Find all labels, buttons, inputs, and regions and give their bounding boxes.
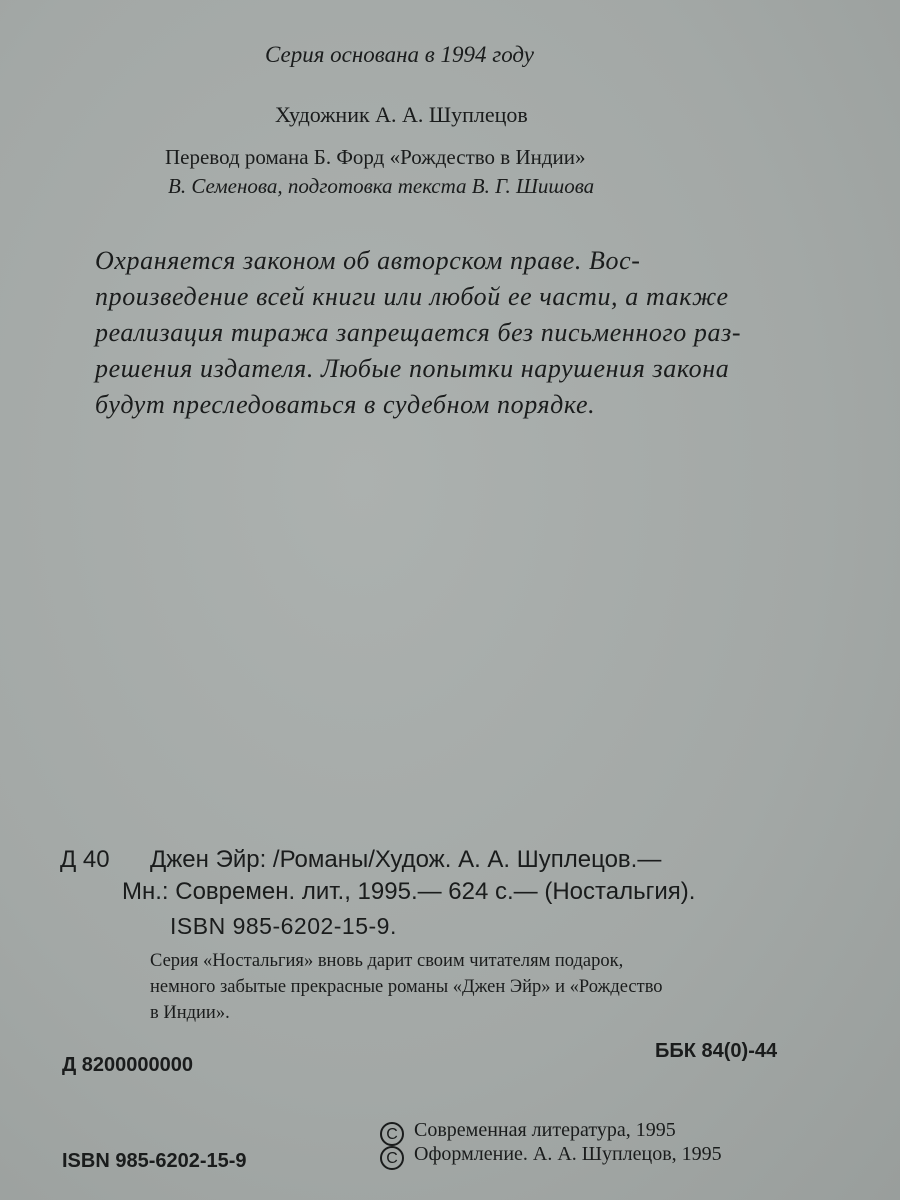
copyright-design xyxy=(380,1143,722,1170)
artist-credit: Художник А. А. Шуплецов xyxy=(275,102,528,127)
bbk-code: ББК 84(0)-44 xyxy=(655,1040,778,1062)
isbn-bottom: ISBN 985-6202-15-9 xyxy=(62,1150,247,1172)
annotation-line: Серия «Ностальгия» вновь дарит своим читателям подарок, xyxy=(150,951,624,971)
catalog-entry-line-1: Джен Эйр: /Романы/Худож. А. А. Шуплецов.— xyxy=(150,846,662,873)
translation-credit-line-2: В. Семенова, подготовка текста В. Г. Шишова xyxy=(168,174,595,198)
copyright-notice-line: Охраняется законом об авторском праве. Вос- xyxy=(95,246,641,275)
copyright-publisher xyxy=(380,1119,676,1146)
copyright-icon: C xyxy=(380,1146,404,1170)
annotation-line: немного забытые прекрасные романы «Джен Эйр» и «Рождество xyxy=(150,977,663,997)
copyright-notice-line: произведение всей книги или любой ее части, а также xyxy=(95,282,729,311)
copyright-icon: C xyxy=(380,1122,404,1146)
copyright-publisher-text: Современная литература, 1995 xyxy=(414,1119,676,1141)
d-code: Д 8200000000 xyxy=(62,1054,194,1076)
annotation-line: в Индии». xyxy=(150,1003,230,1023)
copyright-notice-line: решения издателя. Любые попытки нарушения закона xyxy=(95,354,730,383)
catalog-entry-line-2: Мн.: Современ. лит., 1995.— 624 с.— (Ностальгия). xyxy=(122,878,696,905)
copyright-notice-line: реализация тиража запрещается без письменного раз- xyxy=(95,318,742,347)
series-founded: Серия основана в 1994 году xyxy=(265,42,534,67)
catalog-isbn: ISBN 985-6202-15-9. xyxy=(170,913,397,939)
catalog-code: Д 40 xyxy=(60,846,110,873)
translation-credit-line-1: Перевод романа Б. Форд «Рождество в Индии» xyxy=(165,145,586,169)
copyright-notice-line: будут преследоваться в судебном порядке. xyxy=(95,390,596,419)
copyright-design-text: Оформление. А. А. Шуплецов, 1995 xyxy=(414,1143,722,1165)
copyright-notice xyxy=(95,243,741,423)
annotation xyxy=(150,948,663,1026)
